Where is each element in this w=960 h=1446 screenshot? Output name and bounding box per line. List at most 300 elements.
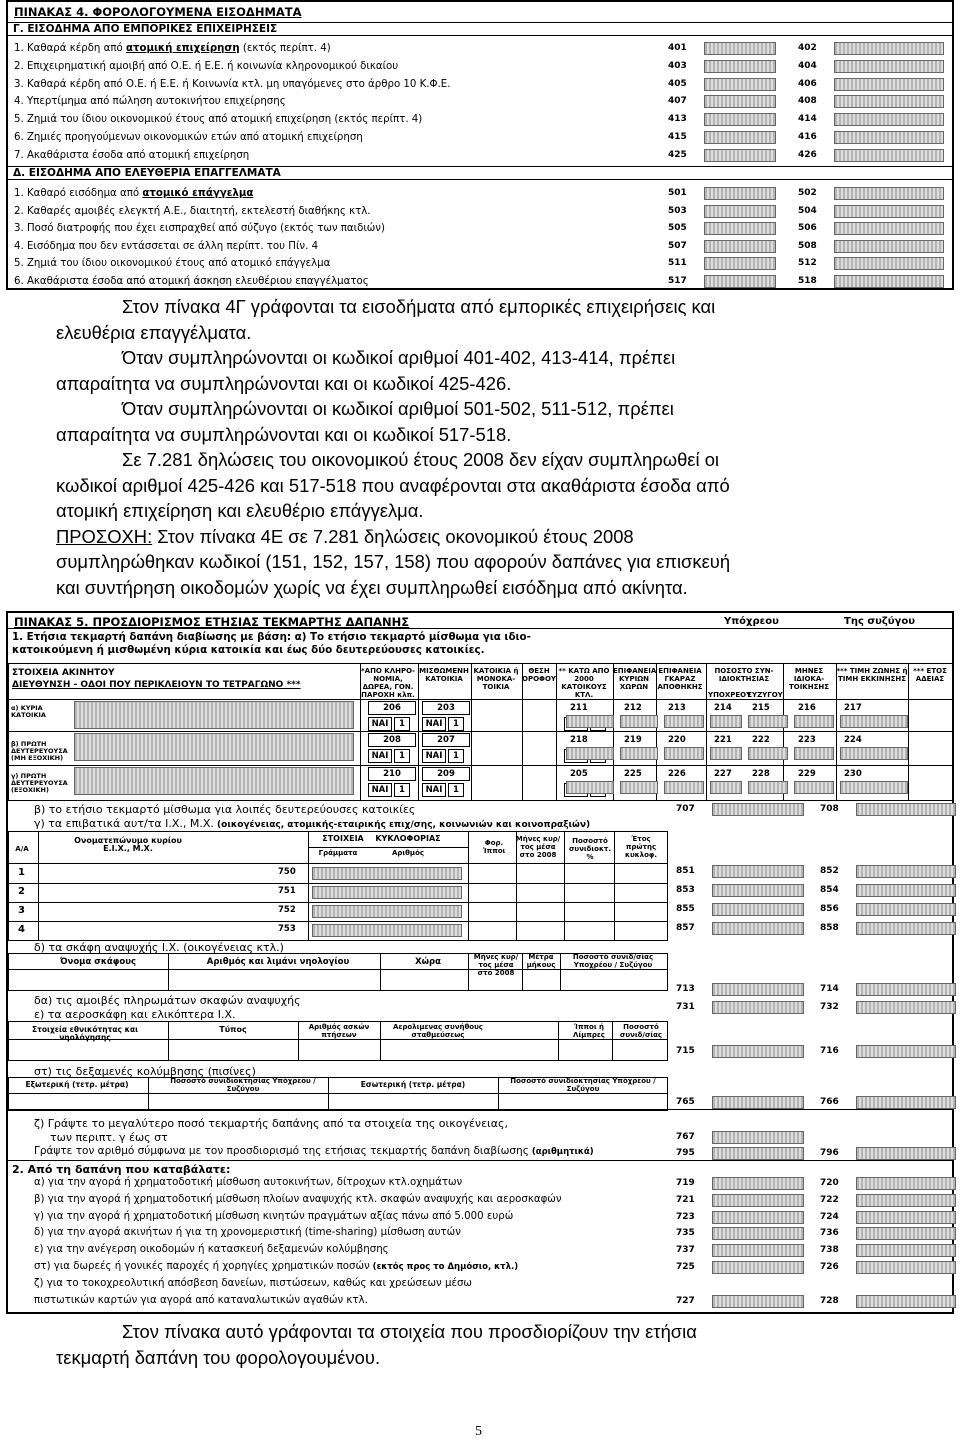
cars-column-header: Φορ. Ίπποι [482,839,506,855]
one-box[interactable]: 1 [394,749,410,763]
text-line: τεκμαρτή δαπάνη του φορολογουμένου. [56,1346,381,1368]
car-code: 753 [278,924,296,934]
amount-field-spouse[interactable] [834,113,944,126]
expense-row [34,1261,518,1272]
boats-column-header: Ποσοστό συνιδ/σίας Υποχρέου / Συζύγου [572,953,654,969]
income-row [8,76,952,94]
cars-column-header: ΣΤΟΙΧΕΙΑ [322,834,364,843]
expense-row-text: ζ) για το τοκοχρεολυτική απόσβεση δανείων, πιστώσεων, καθώς και χρεώσεων μέσω [34,1277,472,1289]
code-number: 408 [798,96,817,107]
property-value-field[interactable] [566,747,614,760]
property-value-field[interactable] [748,781,788,794]
yes-box[interactable]: ΝΑΙ [368,783,392,797]
amount-field-taxpayer[interactable] [712,1261,804,1274]
amount-field-spouse[interactable] [856,1295,956,1308]
property-column-header: ΠΟΣΟΣΤΟ ΣΥΝ-ΙΔΙΟΚΤΗΣΙΑΣ [714,667,774,683]
car-plate-field[interactable] [312,867,462,880]
amount-field-spouse[interactable] [856,1261,956,1274]
section1-line1: 1. Ετήσια τεκμαρτή δαπάνη διαβίωσης με βάση: α) Το ετήσιο τεκμαρτό μίσθωμα για ιδιο- [12,631,531,643]
expense-row-text: β) για την αγορά ή χρηματοδοτική μίσθωση πλοίων αναψυχής κτλ. σκαφών αναψυχής και αεροσκαφών [34,1193,562,1205]
property-row-label: γ) ΠΡΩΤΗ ΔΕΥΤΕΡΕΥΟΥΣΑ (ΕΞΟΧΙΚΗ) [11,772,68,794]
amount-field-spouse[interactable] [856,803,956,816]
amount-field-spouse[interactable] [856,1244,956,1257]
column-divider [471,663,472,801]
code-number: 517 [668,276,687,286]
property-code: 226 [668,769,686,779]
car-code: 750 [278,867,296,877]
row-label-text: 3. Καθαρά κέρδη από Ο.Ε. ή Ε.Ε. ή Κοινωνία κτλ. μη υπαγόμενες στο άρθρο 10 Κ.Φ.Ε. [14,78,451,90]
column-divider [298,1021,299,1061]
column-divider [522,663,523,801]
code-number: 725 [676,1262,695,1272]
amount-field-taxpayer[interactable] [712,1244,804,1257]
column-divider [380,1021,381,1061]
property-code: 227 [714,769,732,779]
amount-field-taxpayer[interactable] [704,42,776,55]
text-line: ελευθέρια επαγγέλματα. [56,321,252,343]
column-divider [498,1077,499,1111]
cars-column-header: Α/Α [15,845,29,853]
property-column-header: ΜΙΣΘΩΜΕΝΗ ΚΑΤΟΙΚΙΑ [419,667,469,683]
amount-field-taxpayer[interactable] [712,922,804,935]
amount-field-spouse[interactable] [856,903,956,916]
one-box[interactable]: 1 [394,717,410,731]
code-number: 713 [676,984,695,994]
car-row-number: 1 [18,867,25,878]
line-g-main: γ) τα επιβατικά αυτ/τα Ι.Χ., Μ.Χ. [34,817,214,830]
code-number: 415 [668,132,687,142]
amount-field-taxpayer[interactable] [712,1194,804,1207]
amount-field-taxpayer[interactable] [712,1001,804,1014]
line-e: ε) τα αεροσκάφη και ελικόπτερα Ι.Χ. [34,1008,236,1021]
column-divider [612,1021,613,1061]
yes-box[interactable]: ΝΑΙ [368,749,392,763]
expense-row-text: ε) για την ανέγερση οικοδομών ή κατασκευή δεξαμενών κολύμβησης [34,1244,389,1256]
code-number: 502 [798,188,817,198]
code-number: 406 [798,78,817,89]
row-label-text: 5. Ζημιά του ίδιου οικονομικού έτους από ατομικό επάγγελμα [14,258,331,270]
page-number: 5 [475,1424,482,1439]
row-divider [8,921,668,922]
code-number: 506 [798,223,817,234]
table4-form [6,0,954,290]
aircraft-column-header: Στοιχεία εθνικότητας και νηολόγησης [31,1025,139,1042]
code-number: 736 [820,1228,839,1239]
amount-field-spouse[interactable] [834,60,944,73]
row-label [14,43,331,54]
expense-row-note: (εκτός προς το Δημόσιο, κτλ.) [369,1262,519,1272]
code-number: 720 [820,1178,839,1188]
column-divider [468,953,469,991]
property-row-label: α) ΚΥΡΙΑ ΚΑΤΟΙΚΙΑ [11,704,46,719]
property-value-field[interactable] [664,781,704,794]
boats-column-header: Μέτρα μήκους [526,953,556,969]
row-divider [308,847,468,848]
amount-field-spouse[interactable] [834,42,944,55]
amount-field-taxpayer[interactable] [712,1227,804,1240]
text-line: κωδικοί αριθμοί 425-426 και 517-518 που αναφέρονται στα ακαθάριστα έσοδα από [56,474,730,496]
amount-field-taxpayer[interactable] [712,803,804,816]
property-column-header: ΘΕΣΗ ΟΡΟΦΟΥ [522,667,557,683]
col-taxpayer-heading: Υπόχρεου [724,616,779,627]
row-divider [8,902,668,903]
property-code: 206 [368,701,416,715]
amount-field-taxpayer[interactable] [712,1147,804,1160]
code-number: 518 [798,276,817,286]
amount-field-spouse[interactable] [856,983,956,996]
table5-form [6,611,954,1314]
address-field[interactable] [74,701,354,729]
code-number: 405 [668,78,687,89]
column-subheader: ΣΥΖΥΓΟΥ [747,691,783,699]
property-code: 225 [624,769,642,779]
yes-box[interactable]: ΝΑΙ [422,749,446,763]
property-code: 211 [570,703,588,713]
amount-field-taxpayer[interactable] [704,275,776,288]
row-divider [8,863,668,864]
income-row [8,273,952,291]
amount-field-taxpayer[interactable] [712,1295,804,1308]
code-number: 795 [676,1148,695,1158]
line-b: β) το ετήσιο τεκμαρτό μίσθωμα για λοιπές δευτερεύουσες κατοικίες [34,803,416,816]
table5-title: ΠΙΝΑΚΑΣ 5. ΠΡΟΣΔΙΟΡΙΣΜΟΣ ΕΤΗΣΙΑΣ ΤΕΚΜΑΡΤΗΣ ΔΑΠΑΝΗΣ [14,615,410,629]
amount-field-spouse[interactable] [834,187,944,200]
text-line: και συντήρηση οικοδομών χωρίς να έχει συμπληρωθεί εισόδημα από ακίνητα. [56,576,688,598]
amount-field-spouse[interactable] [856,865,956,878]
amount-field-spouse[interactable] [856,1194,956,1207]
income-row [8,147,952,165]
column-divider [614,831,615,941]
line-z3-small: (αριθμητικά) [528,1147,594,1157]
property-code: 229 [798,769,816,779]
code-number: 402 [798,43,817,53]
property-value-field[interactable] [748,715,788,728]
column-divider [418,663,419,801]
income-row [8,220,952,238]
col-spouse-heading: Της συζύγου [844,616,915,627]
expense-row [34,1278,472,1289]
income-row [8,238,952,256]
text-line: Όταν συμπληρώνονται οι κωδικοί αριθμοί 501-502, 511-512, πρέπει [122,398,674,419]
amount-field-spouse[interactable] [834,240,944,253]
property-value-field[interactable] [748,747,788,760]
row-label [14,132,363,143]
expense-row-text: δ) για την αγορά ακινήτων ή για τη χρονομεριστική (time-sharing) μίσθωση αυτών [34,1227,461,1239]
expense-row [34,1194,562,1205]
cars-column-header: Ποσοστό συνιδιοκτ. % [568,837,612,861]
one-box[interactable]: 1 [448,717,464,731]
line-z2: των περιπτ. γ έως στ [50,1131,168,1144]
code-number: 721 [676,1194,695,1205]
amount-field-spouse[interactable] [834,257,944,270]
code-number: 731 [676,1002,695,1012]
cars-column-header: Έτος πρώτης κυκλοφ. [624,835,658,859]
code-number: 508 [798,240,817,251]
amount-field-taxpayer[interactable] [712,865,804,878]
code-number: 413 [668,114,687,125]
column-divider [380,953,381,991]
code-number: 719 [676,1178,695,1188]
amount-field-spouse[interactable] [856,1096,956,1109]
amount-field-taxpayer[interactable] [712,884,804,897]
code-number: 796 [820,1148,839,1158]
amount-field-spouse[interactable] [856,1147,956,1160]
property-value-field[interactable] [620,715,658,728]
property-row-label: β) ΠΡΩΤΗ ΔΕΥΤΕΡΕΥΟΥΣΑ (ΜΗ ΕΞΟΧΙΚΗ) [11,740,68,762]
amount-field-taxpayer[interactable] [704,60,776,73]
row-divider [8,699,952,700]
cars-column-header: Μήνες κυρ/τος μέσα στο 2008 [515,835,561,859]
code-number: 507 [668,240,687,251]
row-label [14,258,330,269]
amount-field-taxpayer[interactable] [704,78,776,91]
amount-field-spouse[interactable] [834,222,944,235]
property-column-header: ΕΠΙΦΑΝΕΙΑ ΓΚΑΡΑΖ ΑΠΟΘΗΚΗΣ [657,667,703,691]
car-code: 751 [278,886,296,896]
column-divider [564,831,565,941]
amount-field-taxpayer[interactable] [712,1177,804,1190]
yes-box[interactable]: ΝΑΙ [422,783,446,797]
code-number: 716 [820,1046,839,1056]
code-number: 738 [820,1245,839,1256]
amount-field-spouse[interactable] [834,78,944,91]
row-label-text: 1. Καθαρά κέρδη από [14,43,126,54]
property-value-field[interactable] [620,747,658,760]
amount-field-taxpayer[interactable] [704,205,776,218]
text-line: Όταν συμπληρώνονται οι κωδικοί αριθμοί 401-402, 413-414, πρέπει [122,347,676,368]
property-value-field[interactable] [664,747,704,760]
expense-row-text: α) για την αγορά ή χρηματοδοτική μίσθωση αυτοκινήτων, δίτροχων κτλ.οχημάτων [34,1177,463,1188]
property-value-field[interactable] [664,715,704,728]
property-column-header: *ΑΠΟ ΚΛΗΡΟ-ΝΟΜΙΑ, ΔΩΡΕΑ, ΓΟΝ. ΠΑΡΟΧΗ κλπ. [360,667,415,699]
property-value-field[interactable] [710,715,742,728]
property-code: 217 [844,703,862,713]
row-label-text: 2. Καθαρές αμοιβές ελεγκτή Α.Ε., διαιτητή, εκτελεστή διαθήκης κτλ. [14,205,371,217]
code-number: 416 [798,132,817,142]
property-value-field[interactable] [794,747,834,760]
row-label [14,150,249,161]
column-divider [706,663,707,801]
property-column-header: *** ΕΤΟΣ ΑΔΕΙΑΣ [913,667,947,683]
code-number: 856 [820,904,839,914]
property-address-heading: ΔΙΕΥΘΥΝΣΗ - ΟΔΟΙ ΠΟΥ ΠΕΡΙΚΛΕΙΟΥΝ ΤΟ ΤΕΤΡΑΓΩΝΟ *** [12,680,301,690]
one-box[interactable]: 1 [448,749,464,763]
property-code: 209 [422,767,470,781]
amount-field-taxpayer[interactable] [704,222,776,235]
amount-field-taxpayer[interactable] [712,903,804,916]
income-row [8,255,952,273]
column-divider [522,953,523,991]
code-number: 414 [798,114,817,125]
property-value-field[interactable] [566,781,614,794]
code-number: 732 [820,1002,839,1012]
amount-field-taxpayer[interactable] [704,257,776,270]
amount-field-spouse[interactable] [834,131,944,144]
code-number: 404 [798,60,817,71]
address-field[interactable] [74,767,354,795]
property-column-header: ΚΑΤΟΙΚΙΑ ή ΜΟΝΟΚΑ-ΤΟΙΚΙΑ [473,667,519,691]
property-column-header: ΕΠΙΦΑΝΕΙΑ ΚΥΡΙΩΝ ΧΩΡΩΝ [613,667,657,691]
expense-row [34,1227,461,1238]
text-line: απαραίτητα να συμπληρώνονται και οι κωδικοί 517-518. [56,423,512,445]
text-line: Σε 7.281 δηλώσεις του οικονομικού έτους 2008 δεν είχαν συμπληρωθεί οι [122,449,720,470]
table4-title: ΠΙΝΑΚΑΣ 4. ΦΟΡΟΛΟΓΟΥΜΕΝΑ ΕΙΣΟΔΗΜΑΤΑ [14,5,302,19]
amount-field-taxpayer[interactable] [712,983,804,996]
code-number: 501 [668,188,687,198]
amount-field-taxpayer[interactable] [712,1045,804,1058]
property-value-field[interactable] [840,747,908,760]
property-code: 224 [844,735,862,745]
cars-column-header: Γράμματα [318,849,358,857]
property-code: 218 [570,735,588,745]
row-label-text: 1. Καθαρό εισόδημα από [14,188,143,199]
address-field[interactable] [74,733,354,761]
one-box[interactable]: 1 [448,783,464,797]
row-label-text: 4. Εισόδημα που δεν εντάσσεται σε άλλη περίπτ. του Πίν. 4 [14,240,319,252]
aircraft-column-header: Ποσοστό συνιδ/σίας [619,1023,663,1039]
property-value-field[interactable] [566,715,614,728]
amount-field-taxpayer[interactable] [704,187,776,200]
cars-column-header: Αριθμός [391,849,425,857]
property-value-field[interactable] [840,715,908,728]
code-number: 767 [676,1132,695,1142]
property-value-field[interactable] [710,781,742,794]
amount-field-taxpayer[interactable] [704,131,776,144]
amount-field-spouse[interactable] [856,922,956,935]
amount-field-spouse[interactable] [856,1227,956,1240]
row-label-text: 6. Ακαθάριστα έσοδα από ατομική άσκηση ελευθέριου επαγγέλματος [14,276,369,287]
property-value-field[interactable] [840,781,908,794]
property-code: 221 [714,735,732,745]
amount-field-spouse[interactable] [834,205,944,218]
aircraft-column-header: Τύπος [219,1025,247,1034]
amount-field-taxpayer[interactable] [712,1131,804,1144]
amount-field-spouse[interactable] [856,1211,956,1224]
yes-box[interactable]: ΝΑΙ [422,717,446,731]
line-z3 [34,1145,594,1157]
row-label-text: 5. Ζημιά του ίδιου οικονομικού έτους από ατομική επιχείρηση (εκτός περίπτ. 4) [14,114,423,126]
car-plate-field[interactable] [312,886,462,899]
amount-field-spouse[interactable] [856,884,956,897]
code-number: 407 [668,96,687,107]
row-label [14,114,422,125]
code-number: 503 [668,205,687,216]
code-number: 724 [820,1211,839,1222]
row-label-text: 6. Ζημιές προηγούμενων οικονομικών ετών από ατομική επιχείρηση [14,132,363,143]
row-label [14,276,369,287]
amount-field-taxpayer[interactable] [712,1096,804,1109]
code-number: 504 [798,205,817,216]
amount-field-spouse[interactable] [856,1177,956,1190]
row-label-suffix: (εκτός περίπτ. 4) [239,43,331,54]
row-label [14,223,385,234]
attention-text: Στον πίνακα 4Ε σε 7.281 δηλώσεις οκονομικού έτους 2008 [152,525,634,547]
amount-field-spouse[interactable] [834,149,944,162]
car-row-number: 2 [18,886,25,897]
aircraft-column-header: Ίπποι ή Λίμπρες [573,1023,605,1039]
column-divider [556,663,557,801]
amount-field-spouse[interactable] [834,275,944,288]
expense-row [34,1295,368,1306]
row-label [14,241,318,252]
amount-field-taxpayer[interactable] [704,113,776,126]
code-number: 766 [820,1097,839,1107]
yes-box[interactable]: ΝΑΙ [368,717,392,731]
car-plate-field[interactable] [312,924,462,937]
expense-row-text: στ) για δωρεές ή γονικές παροχές ή χορηγίες χρηματικών ποσών [34,1261,370,1272]
row-label [14,206,371,217]
column-divider [168,953,169,991]
paragraph-table5-notes [56,1319,906,1370]
property-value-field[interactable] [794,715,834,728]
property-code: 214 [714,703,732,713]
amount-field-taxpayer[interactable] [704,149,776,162]
property-value-field[interactable] [620,781,658,794]
expense-row [34,1244,389,1255]
column-divider [328,1077,329,1111]
property-code: 228 [752,769,770,779]
car-plate-field[interactable] [312,905,462,918]
text-line: Στον πίνακα 4Γ γράφονται τα εισοδήματα από εμπορικές επιχειρήσεις και [122,296,716,317]
code-number: 727 [676,1295,695,1306]
code-number: 728 [820,1295,839,1306]
code-number: 722 [820,1194,839,1205]
one-box[interactable]: 1 [394,783,410,797]
boats-column-header: Χώρα [415,957,441,967]
text-line: ατομική επιχείρηση και ελευθέριο επάγγελμα. [56,500,424,521]
row-label-text: 4. Υπερτίμημα από πώληση αυτοκινήτου επιχείρησης [14,96,286,108]
amount-field-taxpayer[interactable] [712,1211,804,1224]
property-code: 207 [422,733,470,747]
income-row [8,203,952,221]
code-number: 708 [820,804,839,814]
code-number: 765 [676,1097,695,1107]
column-divider [558,1021,559,1061]
code-number: 858 [820,923,839,933]
code-number: 737 [676,1245,695,1256]
column-subheader: ΥΠΟΧΡΕΟΥ [708,691,752,699]
row-divider [8,969,668,970]
cars-column-header: ΚΥΚΛΟΦΟΡΙΑΣ [375,834,441,843]
code-number: 854 [820,885,839,895]
amount-field-taxpayer[interactable] [704,240,776,253]
car-code: 752 [278,905,296,915]
expense-row-text: γ) για την αγορά ή χρηματοδοτική μίσθωση κινητών πραγμάτων αξίας πάνω από 5.000 ευρώ [34,1210,514,1222]
property-value-field[interactable] [710,747,742,760]
code-number: 857 [676,923,695,933]
amount-field-spouse[interactable] [834,95,944,108]
property-code: 216 [798,703,816,713]
property-code: 208 [368,733,416,747]
expense-row-text: πιστωτικών καρτών για αγορά από καταναλωτικών αγαθών κτλ. [34,1294,368,1306]
amount-field-spouse[interactable] [856,1001,956,1014]
line-z3-main: Γράψτε τον αριθμό σύμφωνα με τον προσδιορισμό της ετήσιας τεκμαρτής δαπάνη διαβίωσης [34,1145,529,1157]
attention-label: ΠΡΟΣΟΧΗ: [56,525,153,547]
amount-field-taxpayer[interactable] [704,95,776,108]
column-divider [560,953,561,991]
row-label-bold: ατομική επιχείρηση [125,43,240,54]
property-code: 215 [752,703,770,713]
column-divider [168,1021,169,1061]
property-value-field[interactable] [794,781,834,794]
expense-row [34,1177,462,1188]
row-label [14,188,253,199]
pools-column-header: Ποσοστό συνιδιοκτησίας Υπόχρεου / Συζύγου [510,1077,656,1093]
text-line: απαραίτητα να συμπληρώνονται και οι κωδικοί 425-426. [56,372,512,394]
amount-field-spouse[interactable] [856,1045,956,1058]
property-heading: ΣΤΟΙΧΕΙΑ ΑΚΙΝΗΤΟΥ [12,668,115,678]
code-number: 512 [798,258,817,269]
